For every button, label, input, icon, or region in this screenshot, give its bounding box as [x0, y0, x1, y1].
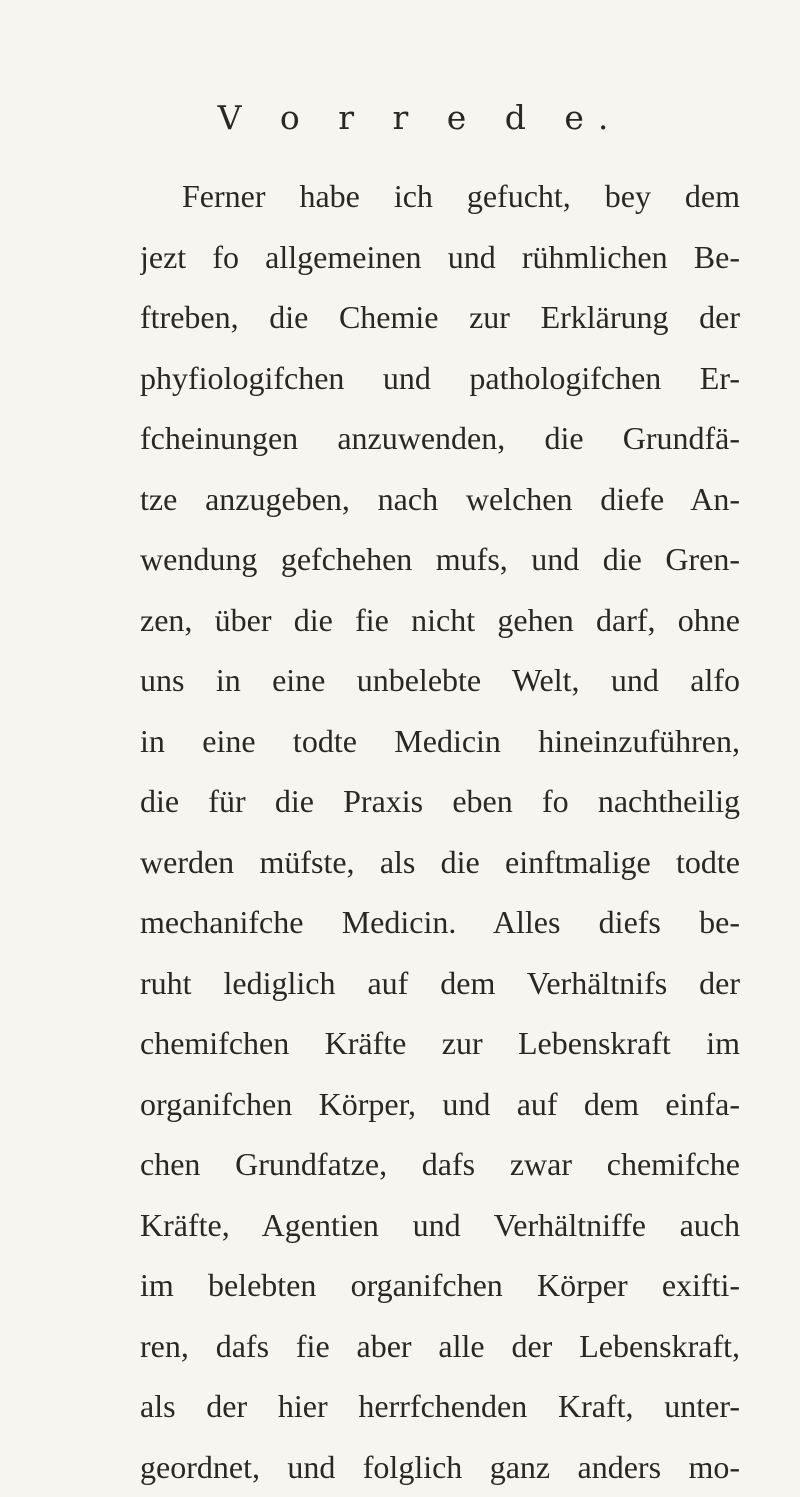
text-line: die für die Praxis eben fo nachtheilig	[140, 771, 740, 832]
body-text	[140, 166, 740, 1497]
text-line: ren, dafs fie aber alle der Lebenskraft,	[140, 1316, 740, 1377]
text-line: uns in eine unbelebte Welt, und alfo	[140, 650, 740, 711]
text-line: chen Grundfatze, dafs zwar chemifche	[140, 1134, 740, 1195]
text-line: Kräfte, Agentien und Verhältniffe auch	[140, 1195, 740, 1256]
text-line: ruht lediglich auf dem Verhältnifs der	[140, 953, 740, 1014]
text-line: wendung gefchehen mufs, und die Gren-	[140, 529, 740, 590]
text-line: fcheinungen anzuwenden, die Grundfä-	[140, 408, 740, 469]
text-line: tze anzugeben, nach welchen diefe An-	[140, 469, 740, 530]
text-line: als der hier herrfchenden Kraft, unter-	[140, 1376, 740, 1437]
text-line: ftreben, die Chemie zur Erklärung der	[140, 287, 740, 348]
text-line: chemifchen Kräfte zur Lebenskraft im	[140, 1013, 740, 1074]
text-line: in eine todte Medicin hineinzuführen,	[140, 711, 740, 772]
text-line: jezt fo allgemeinen und rühmlichen Be-	[140, 227, 740, 288]
text-line: mechanifche Medicin. Alles diefs be-	[140, 892, 740, 953]
text-line: werden müfste, als die einftmalige todte	[140, 832, 740, 893]
text-line: geordnet, und folglich ganz anders mo-	[140, 1437, 740, 1497]
text-line: im belebten organifchen Körper exifti-	[140, 1255, 740, 1316]
text-line: Ferner habe ich gefucht, bey dem	[140, 166, 740, 227]
text-line: organifchen Körper, und auf dem einfa-	[140, 1074, 740, 1135]
text-line: zen, über die fie nicht gehen darf, ohne	[140, 590, 740, 651]
running-head: V o r r e d e.	[0, 98, 800, 138]
text-line: phyfiologifchen und pathologifchen Er-	[140, 348, 740, 409]
